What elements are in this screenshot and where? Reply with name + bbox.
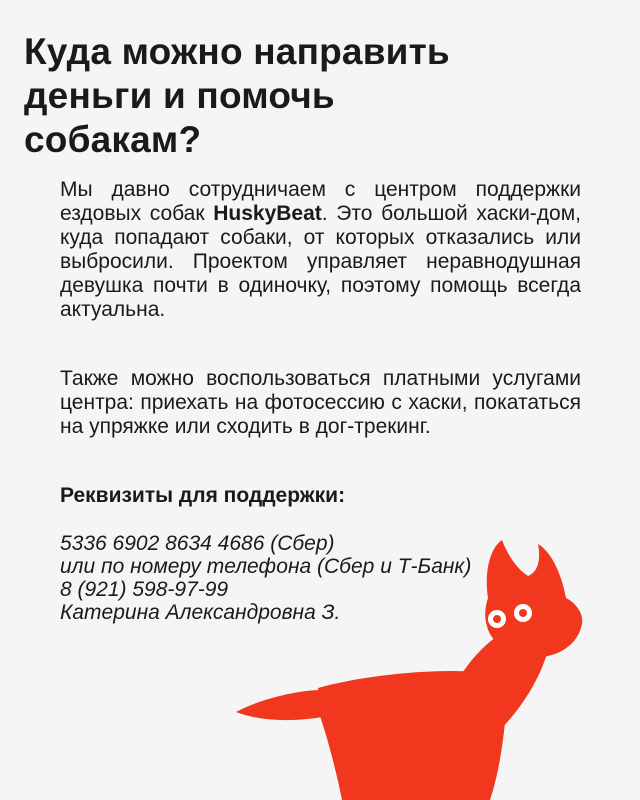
card-number: 5336 6902 8634 4686 (Сбер)	[60, 532, 335, 555]
phone-number: 8 (921) 598-97-99	[60, 578, 229, 601]
services-paragraph: Также можно воспользоваться платными услугами центра: приехать на фотосессию с хаски, покататься на упряжке или сходить в дог-трекинг.	[60, 367, 581, 438]
recipient-name: Катерина Александровна З.	[60, 601, 341, 624]
phone-note: или по номеру телефона (Сбер и Т-Банк)	[60, 555, 472, 578]
intro-text-end: . Это большой хаски-дом, куда попадают собаки, от которых отказались или выбросили. Проектом управляет неравнодушная девушка почти в одиночку, поэтому помощь всегда актуальна.	[60, 202, 581, 321]
title-line-1: Куда можно направить	[24, 31, 450, 72]
requisites-heading: Реквизиты для поддержки:	[60, 484, 346, 507]
title-line-2: деньги и помочь	[24, 75, 335, 116]
brand-name: HuskyBeat	[213, 202, 322, 225]
intro-text-start: Мы давно сотрудничаем с центром поддержки ездовых собак	[60, 178, 581, 225]
title-line-3: собакам?	[24, 119, 202, 160]
requisites-details	[60, 532, 580, 624]
